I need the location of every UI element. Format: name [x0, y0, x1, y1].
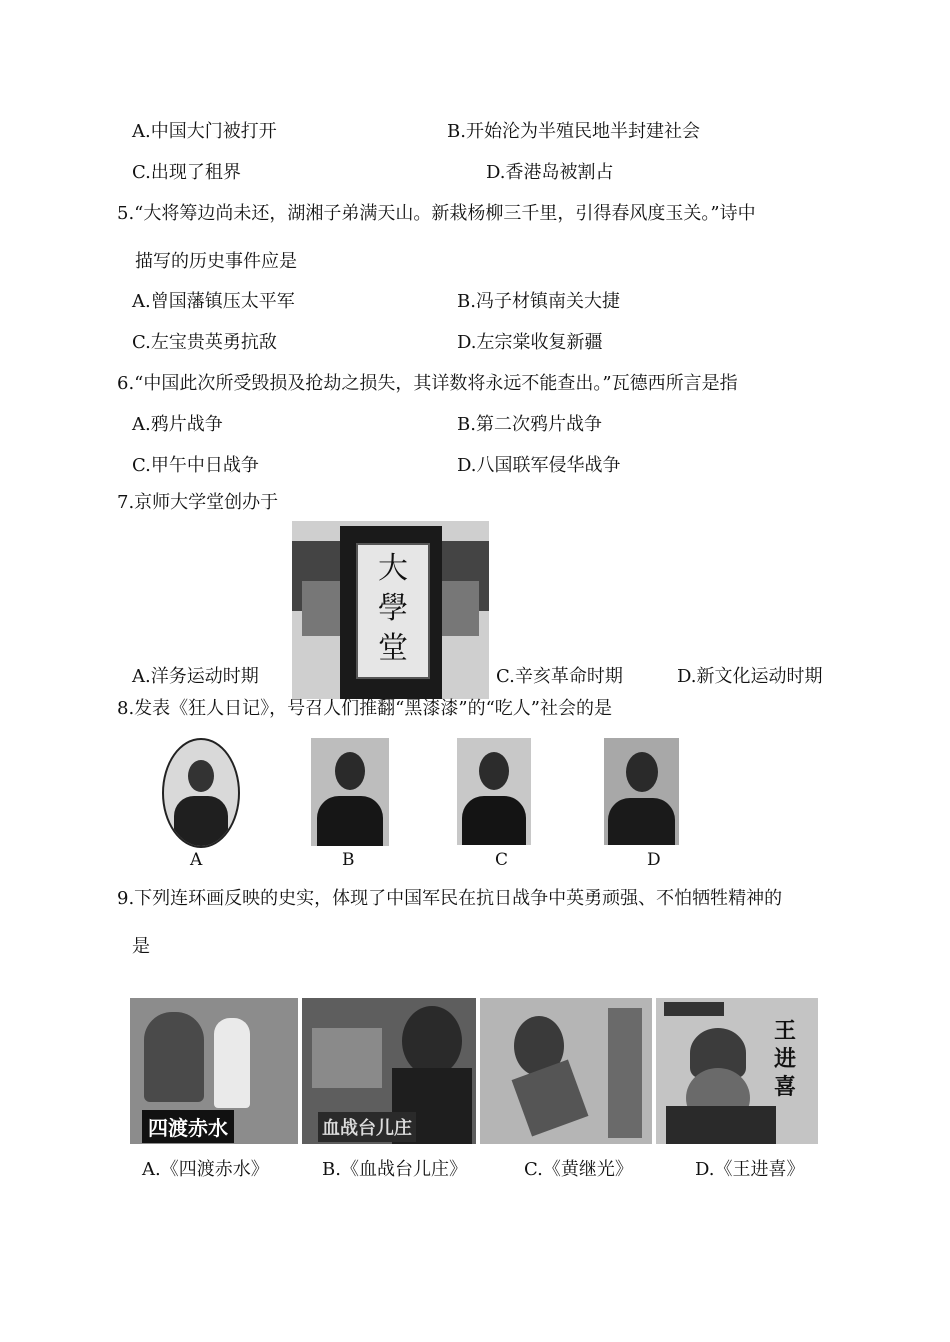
q4-option-d: D.香港岛被割占 — [486, 162, 614, 183]
portrait-label-c: C — [495, 850, 509, 870]
q6-option-c: C.甲午中日战争 — [132, 455, 259, 476]
daxuetang-plaque-image — [292, 521, 489, 699]
q6-stem: 6.“中国此次所受毁损及抢劫之损失，其详数将永远不能查出。”瓦德西所言是指 — [117, 373, 738, 394]
q5-stem-cont: 描写的历史事件应是 — [135, 251, 297, 272]
comic-panel-c — [480, 998, 652, 1144]
q9-stem-cont: 是 — [132, 936, 150, 957]
comic-panel-b — [302, 998, 476, 1144]
q9-option-d: D.《王进喜》 — [695, 1159, 805, 1180]
q7-option-d: D.新文化运动时期 — [677, 666, 823, 687]
portrait-d — [604, 738, 679, 845]
q5-option-c: C.左宝贵英勇抗敌 — [132, 332, 277, 353]
q5-option-d: D.左宗棠收复新疆 — [457, 332, 603, 353]
q5-option-a: A.曾国藩镇压太平军 — [132, 291, 295, 312]
q7-stem: 7.京师大学堂创办于 — [117, 492, 279, 513]
plaque-char-1: 大 — [378, 551, 408, 586]
q5-option-b: B.冯子材镇南关大捷 — [457, 291, 620, 312]
q9-option-a: A.《四渡赤水》 — [142, 1159, 269, 1180]
plaque-char-2: 學 — [378, 591, 408, 626]
portrait-label-d: D — [647, 850, 661, 870]
q9-stem: 9.下列连环画反映的史实，体现了中国军民在抗日战争中英勇顽强、不怕牺牲精神的 — [117, 888, 783, 909]
q4-option-a: A.中国大门被打开 — [132, 121, 277, 142]
q9-option-b: B.《血战台儿庄》 — [322, 1159, 467, 1180]
q6-option-a: A.鸦片战争 — [132, 414, 223, 435]
q4-option-b: B.开始沦为半殖民地半封建社会 — [447, 121, 700, 142]
comic-panel-d — [656, 998, 818, 1144]
portrait-c — [457, 738, 531, 845]
q5-stem: 5.“大将筹边尚未还，湖湘子弟满天山。新栽杨柳三千里，引得春风度玉关。”诗中 — [117, 203, 756, 224]
comic-title-a: 四渡赤水 — [142, 1110, 234, 1143]
q4-option-c: C.出现了租界 — [132, 162, 241, 183]
q8-stem: 8.发表《狂人日记》，号召人们推翻“黑漆漆”的“吃人”社会的是 — [117, 698, 612, 719]
portrait-a — [162, 738, 240, 848]
portrait-b — [311, 738, 389, 846]
comic-title-b: 血战台儿庄 — [318, 1112, 416, 1142]
q7-option-c: C.辛亥革命时期 — [496, 666, 623, 687]
comic-panel-a — [130, 998, 298, 1144]
plaque-char-3: 堂 — [378, 631, 408, 666]
q6-option-b: B.第二次鸦片战争 — [457, 414, 602, 435]
portrait-label-a: A — [190, 850, 203, 870]
q9-option-c: C.《黄继光》 — [524, 1159, 633, 1180]
q7-option-a: A.洋务运动时期 — [132, 666, 259, 687]
q6-option-d: D.八国联军侵华战争 — [457, 455, 621, 476]
portrait-label-b: B — [342, 850, 355, 870]
comic-title-d: 王进喜 — [774, 1019, 797, 1100]
